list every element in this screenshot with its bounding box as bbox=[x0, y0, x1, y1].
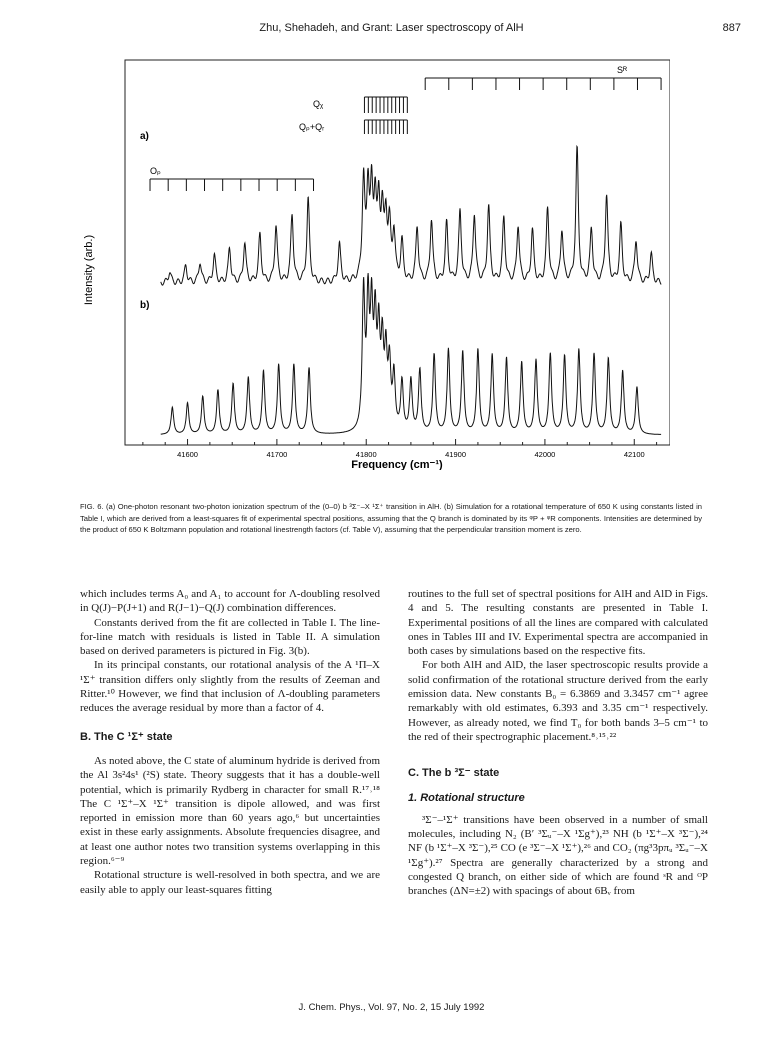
panel-b-label: b) bbox=[140, 300, 150, 311]
paragraph: ³Σ⁻–¹Σ⁺ transitions have been observed in a number of small molecules, including N₂ (B′ ³Σᵤ⁻–X ¹Σg⁺),²³ NH (b ¹Σ⁺–X ³Σ⁻),²⁴ NF (b ¹Σ⁺–X ³Σ⁻),²⁵ CO (e ³Σ⁻–X ¹Σ⁺),²⁶ and CO₂ (πg³3pπᵤ ³Σᵤ⁻–X ¹Σg⁺).²⁷ Spectra are generally characterized by a strong and congested Q branch, on either side of which are found ˢR and ᴼP branches (ΔN=±2) with spacings of about 6Bᵥ from bbox=[408, 813, 708, 898]
branch-markers bbox=[150, 78, 661, 191]
branch-label-qq: Qᵪ bbox=[313, 99, 324, 109]
y-axis-label: Intensity (arb.) bbox=[83, 234, 95, 306]
figure-caption: FIG. 6. (a) One-photon resonant two-photon ionization spectrum of the (0–0) b ³Σ⁻–X ¹Σ⁺ transition in AlH. (b) Simulation for a rotational temperature of 650 K using constants listed in Table I, which are derived from a least-squares fit of experimental spectral positions, assuming that the Q branch is dominated by its ᵠP + ᵠR components. Intensities are determined by the product of 650 K Boltzmann population and rotational linestrength factors (cf. Table V), assuming that the perpendicular transition moment is zero. bbox=[80, 502, 702, 534]
left-column bbox=[80, 587, 380, 897]
branch-label-sr: Sᴿ bbox=[617, 65, 628, 75]
x-tick-label: 41700 bbox=[266, 450, 288, 459]
paragraph: routines to the full set of spectral positions for AlH and AlD in Figs. 4 and 5. The resulting constants are presented in Table I. Experimental positions of all the lines are compared with calculated ones in Tables III and IV. Experimental spectra are accompanied in both cases by simulations based on the respective fits. bbox=[408, 588, 708, 658]
paragraph: Rotational structure is well-resolved in both spectra, and we are easily able to apply our least-squares fitting bbox=[80, 869, 380, 896]
x-tick-label: 41900 bbox=[445, 450, 467, 459]
paragraph: which includes terms A₀ and A₁ to account for Λ-doubling resolved in Q(J)−P(J+1) and R(J−1)−Q(J) combination differences. bbox=[80, 588, 380, 615]
section-heading: B. The C ¹Σ⁺ state bbox=[80, 730, 173, 743]
branch-label-qpqr: Qₚ+Qᵣ bbox=[299, 122, 325, 132]
x-tick-label: 41600 bbox=[177, 450, 198, 459]
subsection-heading: 1. Rotational structure bbox=[408, 791, 525, 804]
journal-footer: J. Chem. Phys., Vol. 97, No. 2, 15 July 1992 bbox=[298, 1002, 485, 1013]
x-tick-label: 42000 bbox=[534, 450, 556, 459]
x-axis bbox=[143, 439, 657, 459]
paragraph: In its principal constants, our rotational analysis of the A ¹Π–X ¹Σ⁺ transition differs only slightly from the results of Zeeman and Ritter.¹⁰ However, we find that inclusion of Λ-doubling parameters reduces the average residual by more than a factor of 4. bbox=[80, 659, 380, 715]
x-axis-label: Frequency (cm⁻¹) bbox=[351, 459, 443, 470]
branch-label-op: Oₚ bbox=[150, 166, 161, 176]
plot-frame bbox=[125, 60, 670, 445]
page-number: 887 bbox=[722, 22, 741, 34]
spectrum-traces bbox=[161, 146, 661, 434]
section-heading: C. The b ³Σ⁻ state bbox=[408, 767, 500, 780]
right-column bbox=[408, 587, 708, 899]
panel-a-label: a) bbox=[140, 131, 149, 142]
running-title: Zhu, Shehadeh, and Grant: Laser spectroscopy of AlH bbox=[259, 22, 524, 34]
spectrum-figure bbox=[80, 50, 670, 470]
x-tick-label: 41800 bbox=[355, 450, 377, 459]
paragraph: For both AlH and AlD, the laser spectroscopic results provide a solid confirmation of the rotational structure derived from the early emission data. New constants B₀ = 6.3869 and 3.3457 cm⁻¹ agree remarkably with old estimates, 6.393 and 3.35 cm⁻¹ respectively. However, as already noted, we find T₀ for both bands 3–5 cm⁻¹ to the red of their spectrographic placement.⁸˒¹⁵˒²² bbox=[408, 659, 708, 743]
x-tick-label: 42100 bbox=[623, 450, 645, 459]
paragraph: Constants derived from the fit are collected in Table I. The line-for-line match with residuals is listed in Table II. A simulation based on derived parameters is pictured in Fig. 3(b). bbox=[80, 616, 380, 658]
spectrum-trace-b bbox=[161, 273, 661, 434]
spectrum-trace-a bbox=[161, 146, 661, 285]
paragraph: As noted above, the C state of aluminum hydride is derived from the Al 3s²4s¹ (²S) state. Theory suggests that it has a double-well potential, which is primarily Rydberg in character for small R.¹⁷˒¹⁸ The C ¹Σ⁺–X ¹Σ⁺ transition is dipole allowed, and was first reported in emission more than 60 years ago,⁶ but uncertainties exist in these early assignments. Absolute frequencies disagree, and at least one author notes two transition systems overlapping in this region.⁶⁻⁹ bbox=[80, 754, 380, 868]
